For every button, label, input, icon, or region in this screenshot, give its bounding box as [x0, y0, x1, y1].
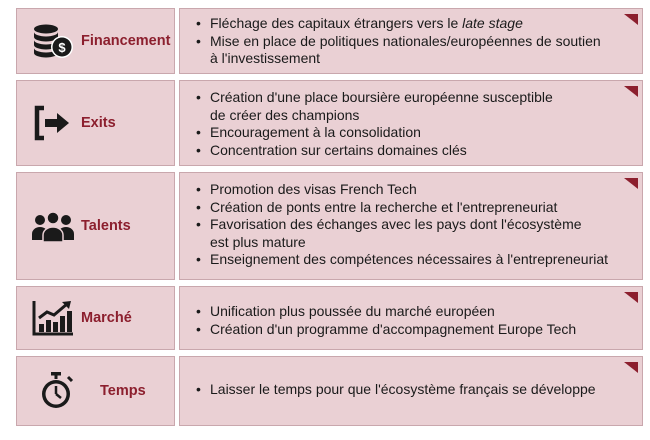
bullet-panel	[179, 172, 643, 280]
corner-marker	[624, 362, 638, 373]
bullet-item: • Fléchage des capitaux étrangers vers le late stage	[194, 15, 628, 33]
category-cell	[16, 80, 175, 166]
corner-marker	[624, 292, 638, 303]
growth-chart-icon	[31, 299, 75, 337]
bullet-list	[194, 381, 628, 399]
svg-text:$: $	[58, 40, 66, 55]
bullet-panel	[179, 80, 643, 166]
coins-dollar-icon	[31, 22, 75, 60]
category-label: Temps	[100, 383, 146, 399]
bullet-item: • Création de ponts entre la recherche et l'entrepreneuriat	[194, 199, 628, 217]
bullet-item: • Promotion des visas French Tech	[194, 181, 628, 199]
category-label: Exits	[81, 115, 116, 131]
bullet-list	[194, 181, 628, 269]
category-cell	[16, 172, 175, 280]
bullet-item: • Création d'un programme d'accompagnement Europe Tech	[194, 321, 628, 339]
bullet-panel	[179, 286, 643, 350]
exit-arrow-icon	[31, 104, 75, 142]
row-talents	[16, 172, 643, 280]
people-group-icon	[31, 207, 75, 245]
bullet-item: • Laisser le temps pour que l'écosystème français se développe	[194, 381, 628, 399]
bullet-item: • Favorisation des échanges avec les pays dont l'écosystème est plus mature	[194, 216, 628, 251]
category-label: Financement	[81, 33, 171, 49]
row-financement	[16, 8, 643, 74]
category-cell	[16, 356, 175, 426]
row-exits	[16, 80, 643, 166]
bullet-list	[194, 89, 628, 159]
category-cell	[16, 286, 175, 350]
bullet-list	[194, 15, 628, 68]
bullet-item: • Création d'une place boursière européenne susceptible de créer des champions	[194, 89, 628, 124]
stopwatch-icon	[37, 372, 81, 410]
category-label: Talents	[81, 218, 131, 234]
bullet-list	[194, 303, 628, 338]
row-temps	[16, 356, 643, 426]
bullet-panel	[179, 356, 643, 426]
bullet-item: • Mise en place de politiques nationales/européennes de soutien à l'investissement	[194, 33, 628, 68]
bullet-item: • Concentration sur certains domaines clés	[194, 142, 628, 160]
category-label: Marché	[81, 310, 132, 326]
bullet-item: • Unification plus poussée du marché européen	[194, 303, 628, 321]
row-marche	[16, 286, 643, 350]
bullet-panel	[179, 8, 643, 74]
bullet-item: • Encouragement à la consolidation	[194, 124, 628, 142]
bullet-item: • Enseignement des compétences nécessaires à l'entrepreneuriat	[194, 251, 628, 269]
category-cell	[16, 8, 175, 74]
